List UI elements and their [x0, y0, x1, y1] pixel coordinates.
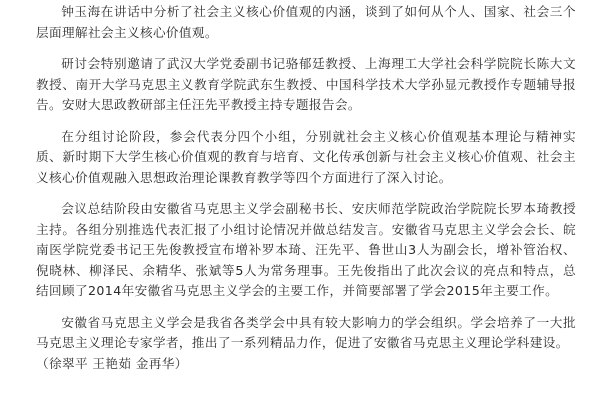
article-body: [36, 2, 576, 374]
paragraph-society-intro: 安徽省马克思主义学会是我省各类学会中具有较大影响力的学会组织。学会培养了一大批马克思主义理论专家学者，推出了一系列精品力作，促进了安徽省马克思主义理论学科建设。: [36, 314, 576, 350]
paragraph-conference-summary: 会议总结阶段由安徽省马克思主义学会副秘书长、安庆师范学院政治学院院长罗本琦教授主持。各组分别推选代表汇报了小组讨论情况并做总结发言。安徽省马克思主义学会会长、皖南医学院党委书记王先俊教授宣布增补罗本琦、汪先平、鲁世山3人为副会长，增补管治权、倪晓林、柳泽民、余精华、张斌等5人为常务理事。王先俊指出了此次会议的亮点和特点，总结回顾了2014年安徽省马克思主义学会的主要工作，并简要部署了学会2015年主要工作。: [36, 201, 576, 298]
paragraph-group-discussion: 在分组讨论阶段，参会代表分四个小组，分别就社会主义核心价值观基本理论与精神实质、新时期下大学生核心价值观的教育与培育、文化传承创新与社会主义核心价值观、社会主义核心价值观融入思想政治理论课教育教学等四个方面进行了深入讨论。: [36, 128, 576, 185]
paragraph-invited-speakers: 研讨会特别邀请了武汉大学党委副书记骆郁廷教授、上海理工大学社会科学院院长陈大文教授、南开大学马克思主义教育学院武东生教授、中国科学技术大学孙显元教授作专题辅导报告。安财大思政教研部主任汪先平教授主持专题报告会。: [36, 56, 576, 112]
author-byline: （徐翠平 王艳茹 金再华）: [36, 355, 188, 371]
paragraph-speech-analysis: 钟玉海在讲话中分析了社会主义核心价值观的内涵，谈到了如何从个人、国家、社会三个层面理解社会主义核心价值观。: [36, 4, 576, 40]
